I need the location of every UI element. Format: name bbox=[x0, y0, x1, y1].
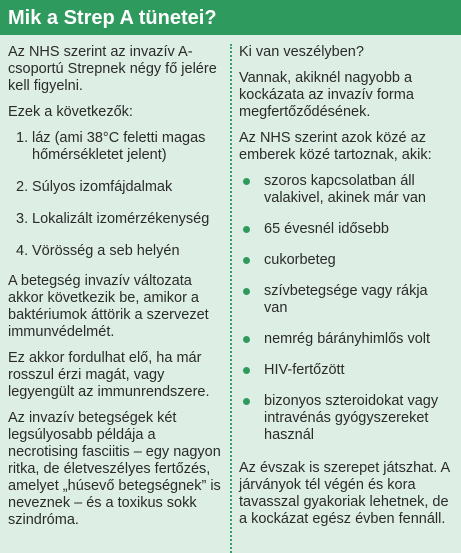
symptom-number: 1. bbox=[16, 130, 29, 146]
symptom-list bbox=[8, 130, 222, 260]
risk-group-text: bizonyos szteroidokat vagy intravénás gyógyszereket használ bbox=[264, 393, 439, 443]
bullet-icon bbox=[243, 178, 250, 185]
risk-group-text: nemrég bárányhimlős volt bbox=[264, 331, 431, 347]
bullet-icon bbox=[243, 336, 250, 343]
symptom-number: 2. bbox=[16, 179, 29, 195]
column-divider bbox=[230, 44, 232, 553]
symptom-text: Súlyos izomfájdalmak bbox=[32, 179, 173, 195]
symptom-item bbox=[16, 243, 222, 260]
risk-group-list bbox=[239, 173, 453, 444]
risk-paragraph: Vannak, akiknél nagyobb a kockázata az invazív forma megfertőződésének. bbox=[239, 70, 414, 120]
examples-paragraph: Az invazív betegségek két legsúlyosabb példája a necrotising fasciitis – egy nagyon ritka, de életveszélyes fertőzés, amelyet „húsevő betegségnek” is neveznek – és a toxikus sokk szindróma. bbox=[8, 410, 221, 528]
symptom-item bbox=[16, 211, 222, 228]
symptom-item bbox=[16, 130, 222, 164]
invasive-paragraph: A betegség invazív változata akkor következik be, amikor a baktériumok áttörik a szervezet immunvédelmét. bbox=[8, 273, 209, 340]
risk-group-item bbox=[243, 283, 453, 317]
symptom-number: 4. bbox=[16, 243, 29, 259]
when-paragraph: Ez akkor fordulhat elő, ha már rosszul érzi magát, vagy legyengült az immunrendszere. bbox=[8, 350, 210, 400]
risk-group-item bbox=[243, 173, 453, 207]
risk-group-text: szoros kapcsolatban áll valakivel, akinek már van bbox=[264, 173, 426, 206]
bullet-icon bbox=[243, 398, 250, 405]
symptom-item bbox=[16, 179, 222, 196]
risk-group-item bbox=[243, 362, 453, 379]
risk-group-item bbox=[243, 221, 453, 238]
header-bar bbox=[0, 0, 461, 35]
risk-group-text: szívbetegsége vagy rákja van bbox=[264, 283, 428, 316]
symptom-number: 3. bbox=[16, 211, 29, 227]
bullet-icon bbox=[243, 367, 250, 374]
list-intro: Ezek a következők: bbox=[8, 104, 133, 120]
bullet-icon bbox=[243, 226, 250, 233]
risk-group-text: 65 évesnél idősebb bbox=[264, 221, 389, 237]
risk-group-item bbox=[243, 252, 453, 269]
symptom-text: Vörösség a seb helyén bbox=[32, 243, 180, 259]
risk-group-text: cukorbeteg bbox=[264, 252, 336, 268]
nhs-paragraph: Az NHS szerint azok közé az emberek közé tartoznak, akik: bbox=[239, 130, 432, 163]
intro-paragraph: Az NHS szerint az invazív A-csoportú Strepnek négy fő jelére kell figyelni. bbox=[8, 44, 217, 94]
season-paragraph: Az évszak is szerepet játszhat. A járványok tél végén és kora tavasszal gyakoriak lehetnek, de a kockázat egész évben fennáll. bbox=[239, 460, 450, 527]
bullet-icon bbox=[243, 257, 250, 264]
bullet-icon bbox=[243, 288, 250, 295]
risk-question: Ki van veszélyben? bbox=[239, 44, 364, 60]
left-column bbox=[8, 44, 222, 529]
risk-group-item bbox=[243, 393, 453, 444]
box-title: Mik a Strep A tünetei? bbox=[8, 7, 217, 29]
right-column bbox=[239, 44, 453, 528]
risk-group-text: HIV-fertőzött bbox=[264, 362, 345, 378]
symptom-text: láz (ami 38°C feletti magas hőmérsékletet jelent) bbox=[32, 130, 206, 163]
risk-group-item bbox=[243, 331, 453, 348]
symptom-text: Lokalizált izomérzékenység bbox=[32, 211, 210, 227]
